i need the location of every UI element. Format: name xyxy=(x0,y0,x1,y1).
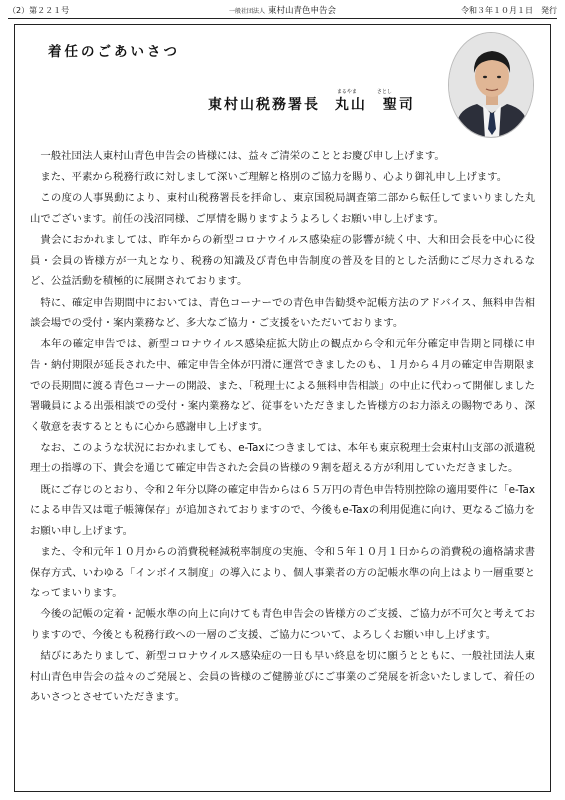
paragraph: 貴会におかれましては、昨年からの新型コロナウイルス感染症の影響が続く中、大和田会長を中心に役員・会員の皆様方が一丸となり、税務の知識及び青色申告制度の普及を目的とした活動にご尽力されるなど、公益活動を積極的に展開されております。 xyxy=(30,234,535,288)
author-portrait xyxy=(448,32,534,138)
paragraph: 既にご存じのとおり、令和２年分以降の確定申告からは６５万円の青色申告特別控除の適用要件に「e-Tax による申告又は電子帳簿保存」が追加されておりますので、今後もe-Taxの利用促進に向け、更なるご協力をお願い申し上げます。 xyxy=(30,483,535,537)
author-line xyxy=(208,89,415,114)
paragraph: 一般社団法人東村山青色申告会の皆様には、益々ご清栄のこととお慶び申し上げます。 xyxy=(40,150,445,162)
paragraph: また、平素から税務行政に対しまして深いご理解と格別のご協力を賜り、心より御礼申し上げます。 xyxy=(40,171,508,184)
author-name: 丸山 聖司 xyxy=(334,97,415,113)
author-title: 東村山税務署長 xyxy=(208,97,320,113)
article-title: 着任のごあいさつ xyxy=(48,44,180,60)
paragraph: また、令和元年１０月からの消費税軽減税率制度の実施、令和５年１０月１日からの消費税の適格請求書保存方式、いわゆる「インボイス制度」の導入により、個人事業者の方の記帳水準の向上はより一層重要となってまいります。 xyxy=(30,546,535,600)
publisher-name: 東村山青色申告会 xyxy=(268,6,337,16)
paragraph: なお、このような状況におかれましても、e-Taxにつきましては、本年も東京税理士会東村山支部の派遣税理士の指導の下、貴会を通じて確定申告された会員の皆様の９割を超える方が利用していただきました。 xyxy=(30,441,535,475)
portrait-illustration xyxy=(449,33,534,138)
issue-date: 令和３年１０月１日 発行 xyxy=(461,6,557,15)
paragraph: 特に、確定申告期間中においては、青色コーナーでの青色申告勧奨や記帳方法のアドバイス、無料申告相談会場での受付・案内業務など、多大なご協力・ご支援をいただいております。 xyxy=(30,296,535,330)
author-name-wrap xyxy=(334,89,415,113)
author-ruby-family: まるやま xyxy=(336,89,357,95)
paragraph: 結びにあたりまして、新型コロナウイルス感染症の一日も早い終息を切に願うとともに、一般社団法人東村山青色申告会の益々のご発展と、会員の皆様のご健勝並びにご事業のご発展を祈念いたしまして、着任のあいさつとさせていただきます。 xyxy=(30,650,535,704)
page-number: （2）第２２１号 xyxy=(8,6,70,15)
article-body xyxy=(30,146,535,709)
author-ruby-given: さとし xyxy=(376,89,392,95)
paragraph: この度の人事異動により、東村山税務署長を拝命し、東京国税局調査第二部から転任してまいりました丸山でございます。前任の浅沼同様、ご厚情を賜りますようよろしくお願い申し上げます。 xyxy=(30,192,535,225)
header-rule xyxy=(8,18,557,19)
paragraph: 今後の記帳の定着・記帳水準の向上に向けても青色申告会の皆様方のご支援、ご協力が不可欠と考えておりますので、今後とも税務行政への一層のご支援、ご協力について、よろしくお願い申し上げます。 xyxy=(30,608,535,641)
paragraph: 本年の確定申告では、新型コロナウイルス感染症拡大防止の観点から令和元年分確定申告期と同様に申告・納付期限が延長された中、確定申告全体が円滑に運営できましたのも、１月から４月の確定申告期限までの長期間に渡る青色コーナーの開設、また、「税理士による無料申告相談」の中止に代わって開催しました署職員による出張相談での受付・案内業務など、従事をいただきました皆様方のお力添えの賜物であり、深く敬意を表するとともに心から感謝申し上げます。 xyxy=(30,338,535,433)
publisher-type: 一般社団法人 xyxy=(228,8,265,15)
page-header xyxy=(8,4,557,18)
